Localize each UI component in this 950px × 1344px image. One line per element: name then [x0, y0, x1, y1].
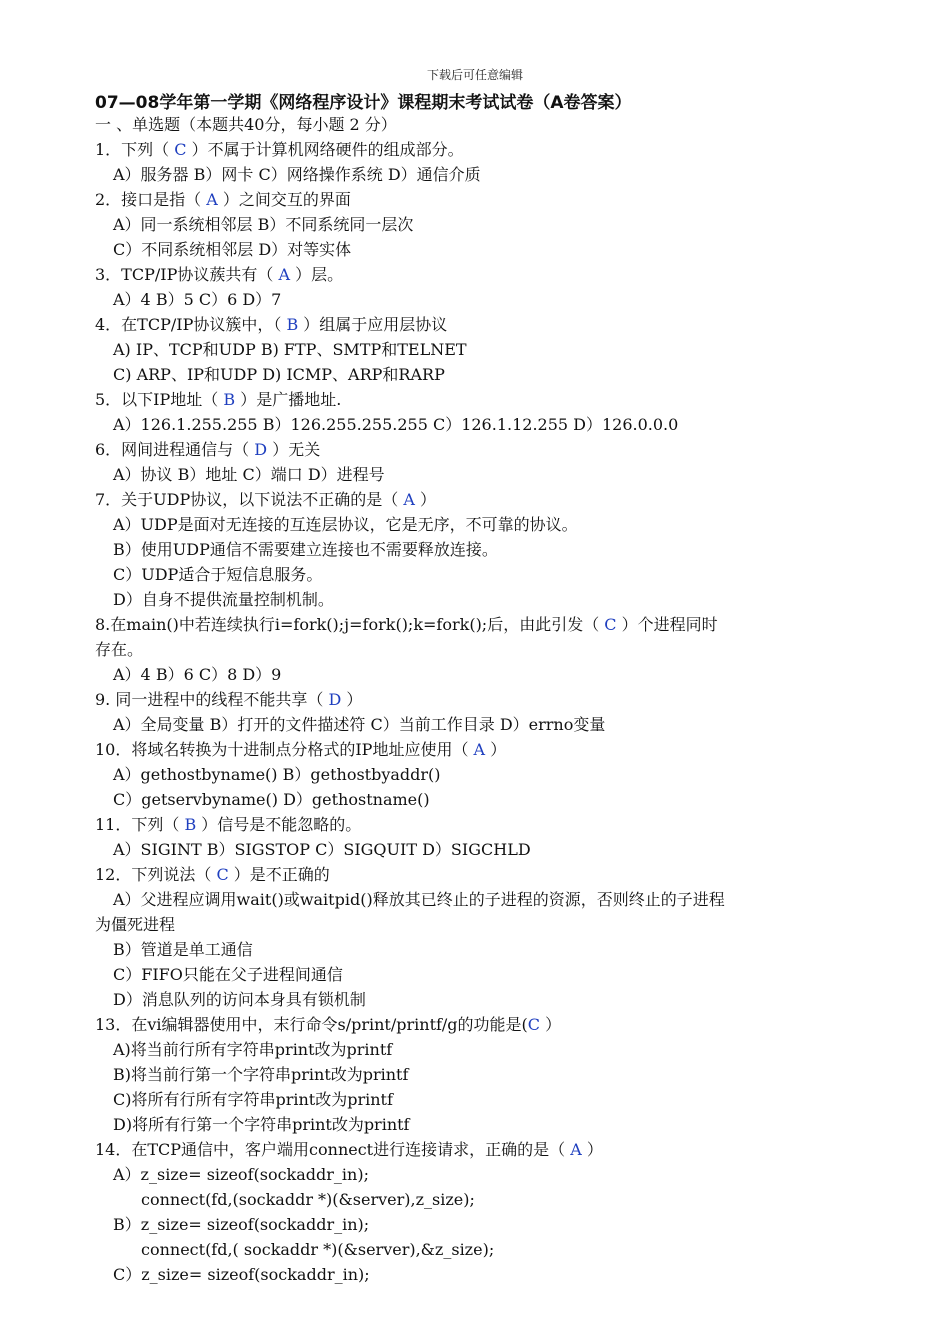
line-text: connect(fd,(sockaddr *)(&server),z_size);	[141, 1190, 475, 1209]
line-text: ）层。	[290, 265, 344, 284]
line-text: ）	[581, 1140, 603, 1159]
answer-mark: C	[604, 615, 617, 634]
line-text: A）UDP是面对无连接的互连层协议，它是无序，不可靠的协议。	[113, 515, 578, 534]
text-line	[95, 1237, 855, 1262]
line-text: 7．关于UDP协议，以下说法不正确的是（	[95, 490, 404, 509]
line-text: 一 、单选题（本题共40分，每小题 2 分）	[95, 115, 397, 134]
answer-mark: B	[184, 815, 197, 834]
line-text: D）消息队列的访问本身具有锁机制	[113, 990, 366, 1009]
line-text: C）UDP适合于短信息服务。	[113, 565, 323, 584]
answer-mark: B	[223, 390, 236, 409]
line-text: 5．以下IP地址（	[95, 390, 224, 409]
answer-mark: A	[403, 490, 415, 509]
line-text: A）同一系统相邻层 B）不同系统同一层次	[113, 215, 414, 234]
line-text: ）	[540, 1015, 562, 1034]
answer-mark: A	[278, 265, 290, 284]
line-text: 12．下列说法（	[95, 865, 217, 884]
line-text: A）服务器 B）网卡 C）网络操作系统 D）通信介质	[113, 165, 481, 184]
line-text: C）FIFO只能在父子进程间通信	[113, 965, 343, 984]
line-text: A）全局变量 B）打开的文件描述符 C）当前工作目录 D）errno变量	[113, 715, 606, 734]
page-header: 下载后可任意编辑	[426, 68, 523, 82]
text-line	[95, 512, 855, 537]
text-line	[95, 412, 855, 437]
line-text: A）父进程应调用wait()或waitpid()释放其已终止的子进程的资源，否则终止的子进程	[113, 890, 725, 909]
text-line	[95, 187, 855, 212]
line-text: B)将当前行第一个字符串print改为printf	[113, 1065, 409, 1084]
text-line	[95, 637, 855, 662]
line-text: ）	[485, 740, 507, 759]
text-line	[95, 987, 855, 1012]
line-text: ）无关	[267, 440, 321, 459]
text-line	[95, 137, 855, 162]
text-line	[95, 812, 855, 837]
line-text: A）SIGINT B）SIGSTOP C）SIGQUIT D）SIGCHLD	[113, 840, 531, 859]
text-line	[95, 212, 855, 237]
text-line	[95, 712, 855, 737]
text-line	[95, 312, 855, 337]
answer-mark: B	[286, 315, 299, 334]
line-text: C）getservbyname() D）gethostname()	[113, 790, 430, 809]
line-text: 10．将域名转换为十进制点分格式的IP地址应使用（	[95, 740, 474, 759]
text-line	[95, 662, 855, 687]
line-text: A）4 B）6 C）8 D）9	[113, 665, 282, 684]
line-text: 9. 同一进程中的线程不能共享（	[95, 690, 329, 709]
text-line	[95, 1037, 855, 1062]
line-text: 6．网间进程通信与（	[95, 440, 255, 459]
text-line	[95, 1187, 855, 1212]
text-line	[95, 1262, 855, 1287]
text-line	[95, 912, 855, 937]
answer-mark: D	[328, 690, 342, 709]
answer-mark: A	[206, 190, 218, 209]
line-text: ）是广播地址.	[235, 390, 342, 409]
text-line	[95, 837, 855, 862]
line-text: A) IP、TCP和UDP B) FTP、SMTP和TELNET	[113, 340, 467, 359]
line-text: ）是不正确的	[228, 865, 330, 884]
line-text: ）之间交互的界面	[217, 190, 351, 209]
text-line	[95, 1062, 855, 1087]
text-line	[95, 887, 855, 912]
line-text: C)将所有行所有字符串print改为printf	[113, 1090, 393, 1109]
text-line	[95, 562, 855, 587]
text-line	[95, 1137, 855, 1162]
line-text: 3．TCP/IP协议蔟共有（	[95, 265, 279, 284]
text-line	[95, 112, 855, 137]
line-text: 为僵死进程	[95, 915, 176, 934]
text-line	[95, 237, 855, 262]
line-text: A）z_size= sizeof(sockaddr_in);	[113, 1165, 369, 1184]
text-line	[95, 262, 855, 287]
text-line	[95, 587, 855, 612]
text-line	[95, 962, 855, 987]
line-text: ）组属于应用层协议	[298, 315, 448, 334]
line-text: A）126.1.255.255 B）126.255.255.255 C）126.1.12.255 D）126.0.0.0	[113, 415, 679, 434]
text-line	[95, 162, 855, 187]
text-line	[95, 862, 855, 887]
text-line	[95, 537, 855, 562]
line-text: 11．下列（	[95, 815, 185, 834]
line-text: 存在。	[95, 640, 144, 659]
answer-mark: A	[473, 740, 486, 759]
line-text: B）使用UDP通信不需要建立连接也不需要释放连接。	[113, 540, 498, 559]
line-text: 2．接口是指（	[95, 190, 207, 209]
text-line	[95, 737, 855, 762]
line-text: A)将当前行所有字符串print改为printf	[113, 1040, 393, 1059]
line-text: C) ARP、IP和UDP D) ICMP、ARP和RARP	[113, 365, 445, 384]
text-line	[95, 337, 855, 362]
line-text: ）信号是不能忽略的。	[196, 815, 362, 834]
answer-mark: D	[254, 440, 268, 459]
text-line	[95, 762, 855, 787]
line-text: ）不属于计算机网络硬件的组成部分。	[186, 140, 464, 159]
text-line	[95, 437, 855, 462]
line-text: ）	[341, 690, 363, 709]
line-text: D)将所有行第一个字符串print改为printf	[113, 1115, 410, 1134]
question-list	[95, 112, 855, 1287]
text-line	[95, 462, 855, 487]
text-line	[95, 287, 855, 312]
answer-mark: C	[216, 865, 229, 884]
answer-mark: C	[174, 140, 187, 159]
text-line	[95, 1012, 855, 1037]
line-text: C）不同系统相邻层 D）对等实体	[113, 240, 352, 259]
line-text: 8.在main()中若连续执行i=fork();j=fork();k=fork();后，由此引发（	[95, 615, 605, 634]
line-text: B）管道是单工通信	[113, 940, 253, 959]
line-text: 13．在vi编辑器使用中，末行命令s/print/printf/g的功能是(	[95, 1015, 528, 1034]
line-text: A）4 B）5 C）6 D）7	[113, 290, 282, 309]
line-text: 14．在TCP通信中，客户端用connect进行连接请求，正确的是（	[95, 1140, 571, 1159]
text-line	[95, 937, 855, 962]
answer-mark: A	[570, 1140, 582, 1159]
text-line	[95, 787, 855, 812]
text-line	[95, 612, 855, 637]
line-text: 4．在TCP/IP协议簇中，（	[95, 315, 287, 334]
line-text: ）	[414, 490, 437, 509]
line-text: 1．下列（	[95, 140, 175, 159]
line-text: D）自身不提供流量控制机制。	[113, 590, 334, 609]
line-text: C）z_size= sizeof(sockaddr_in);	[113, 1265, 370, 1284]
text-line	[95, 1087, 855, 1112]
text-line	[95, 362, 855, 387]
text-line	[95, 387, 855, 412]
line-text: A）协议 B）地址 C）端口 D）进程号	[113, 465, 385, 484]
line-text: connect(fd,( sockaddr *)(&server),&z_size);	[141, 1240, 495, 1259]
text-line	[95, 487, 855, 512]
text-line	[95, 1212, 855, 1237]
line-text: A）gethostbyname() B）gethostbyaddr()	[113, 765, 441, 784]
exam-title: 07—08学年第一学期《网络程序设计》课程期末考试试卷（A卷答案）	[95, 93, 632, 113]
line-text: ）个进程同时	[616, 615, 718, 634]
answer-mark: C	[527, 1015, 541, 1034]
text-line	[95, 1112, 855, 1137]
text-line	[95, 1162, 855, 1187]
line-text: B）z_size= sizeof(sockaddr_in);	[113, 1215, 370, 1234]
text-line	[95, 687, 855, 712]
